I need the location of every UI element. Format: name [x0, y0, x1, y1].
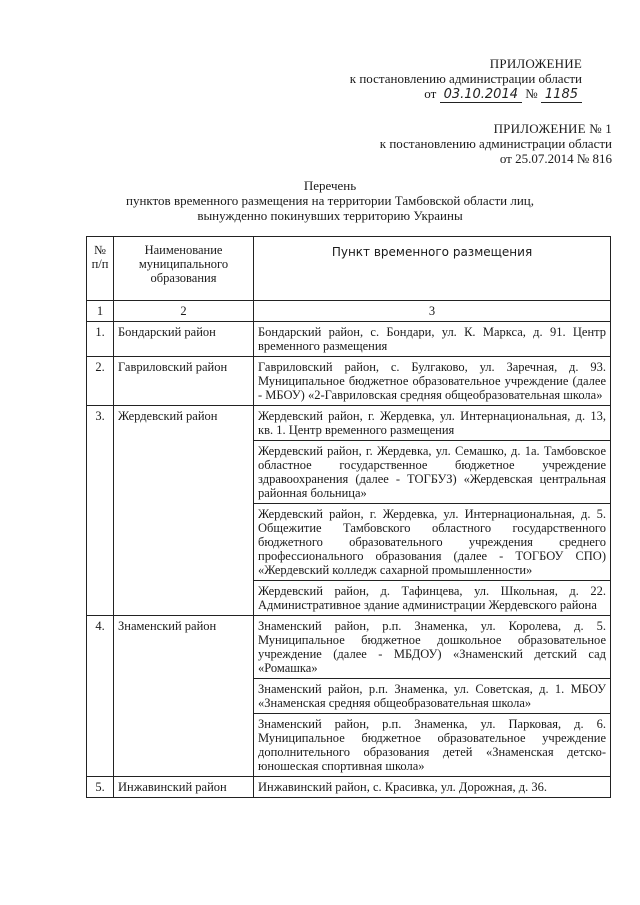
row-municipality: Гавриловский район: [114, 357, 254, 406]
table-row: [87, 322, 611, 357]
handwritten-date: 03.10.2014: [440, 87, 522, 103]
row-point: Знаменский район, р.п. Знаменка, ул. Советская, д. 1. МБОУ «Знаменская средняя общеобразовательная школа»: [254, 679, 611, 714]
appendix-date-line: [340, 86, 582, 102]
row-point: Бондарский район, с. Бондари, ул. К. Маркса, д. 91. Центр временного размещения: [254, 322, 611, 357]
row-point: Жердевский район, г. Жердевка, ул. Семашко, д. 1а. Тамбовское областное государственное бюджетное учреждение здравоохранения (далее - ТОГБУЗ) «Жердевская центральная районная больница»: [254, 441, 611, 504]
appendix-1-title: ПРИЛОЖЕНИЕ № 1: [493, 121, 612, 136]
table-row: [87, 357, 611, 406]
document-title: [120, 178, 540, 223]
row-point: Жердевский район, г. Жердевка, ул. Интернациональная, д. 5. Общежитие Тамбовского областного государственного бюджетного образовательного учреждения среднего профессионального образования (далее - ТОГБОУ СПО) «Жердевский колледж сахарной промышленности»: [254, 504, 611, 581]
appendix-title: ПРИЛОЖЕНИЕ: [489, 56, 582, 71]
appendix-1-resolution-line: к постановлению администрации области: [379, 136, 612, 151]
header-municipality: Наименование муниципального образования: [114, 237, 254, 301]
index-cell: 3: [254, 301, 611, 322]
document-title-line-1: Перечень: [303, 178, 357, 193]
handwritten-number: 1185: [541, 87, 582, 103]
row-number: 3.: [87, 406, 114, 616]
header-number-sign: №: [94, 243, 106, 257]
appendix-1-date-line: от 25.07.2014 № 816: [499, 151, 612, 166]
row-point: Инжавинский район, с. Красивка, ул. Дорожная, д. 36.: [254, 777, 611, 798]
table-row: [87, 616, 611, 679]
row-municipality: Инжавинский район: [114, 777, 254, 798]
row-number: 4.: [87, 616, 114, 777]
row-municipality: Знаменский район: [114, 616, 254, 777]
table-row: [87, 777, 611, 798]
header-number: [87, 237, 114, 301]
placement-points-table: [86, 236, 611, 798]
table-header-row: [87, 237, 611, 301]
row-point: Жердевский район, д. Тафинцева, ул. Школьная, д. 22. Административное здание администрации Жердевского района: [254, 581, 611, 616]
row-municipality: Бондарский район: [114, 322, 254, 357]
row-point: Жердевский район, г. Жердевка, ул. Интернациональная, д. 13, кв. 1. Центр временного размещения: [254, 406, 611, 441]
number-label: №: [525, 86, 538, 101]
row-number: 2.: [87, 357, 114, 406]
row-municipality: Жердевский район: [114, 406, 254, 616]
document-title-line-3: вынужденно покинувших территорию Украины: [197, 208, 463, 223]
table-row: [87, 406, 611, 441]
document-title-line-2: пунктов временного размещения на территории Тамбовской области лиц,: [125, 193, 534, 208]
appendix-1-header: [340, 121, 612, 166]
header-point: Пункт временного размещения: [254, 237, 611, 301]
index-cell: 1: [87, 301, 114, 322]
row-number: 5.: [87, 777, 114, 798]
row-point: Гавриловский район, с. Булгаково, ул. Заречная, д. 93. Муниципальное бюджетное образовательное учреждение (далее - МБОУ) «2-Гавриловская средняя общеобразовательная школа»: [254, 357, 611, 406]
appendix-header: [340, 56, 582, 102]
row-point: Знаменский район, р.п. Знаменка, ул. Королева, д. 5. Муниципальное бюджетное дошкольное образовательное учреждение (далее - МБДОУ) «Знаменский детский сад «Ромашка»: [254, 616, 611, 679]
from-label: от: [424, 86, 437, 101]
index-cell: 2: [114, 301, 254, 322]
header-number-pp: п/п: [91, 257, 109, 271]
appendix-resolution-line: к постановлению администрации области: [349, 71, 582, 86]
table-index-row: [87, 301, 611, 322]
row-number: 1.: [87, 322, 114, 357]
row-point: Знаменский район, р.п. Знаменка, ул. Парковая, д. 6. Муниципальное бюджетное образовательное учреждение дополнительного образования детей «Знаменская детско-юношеская спортивная школа»: [254, 714, 611, 777]
